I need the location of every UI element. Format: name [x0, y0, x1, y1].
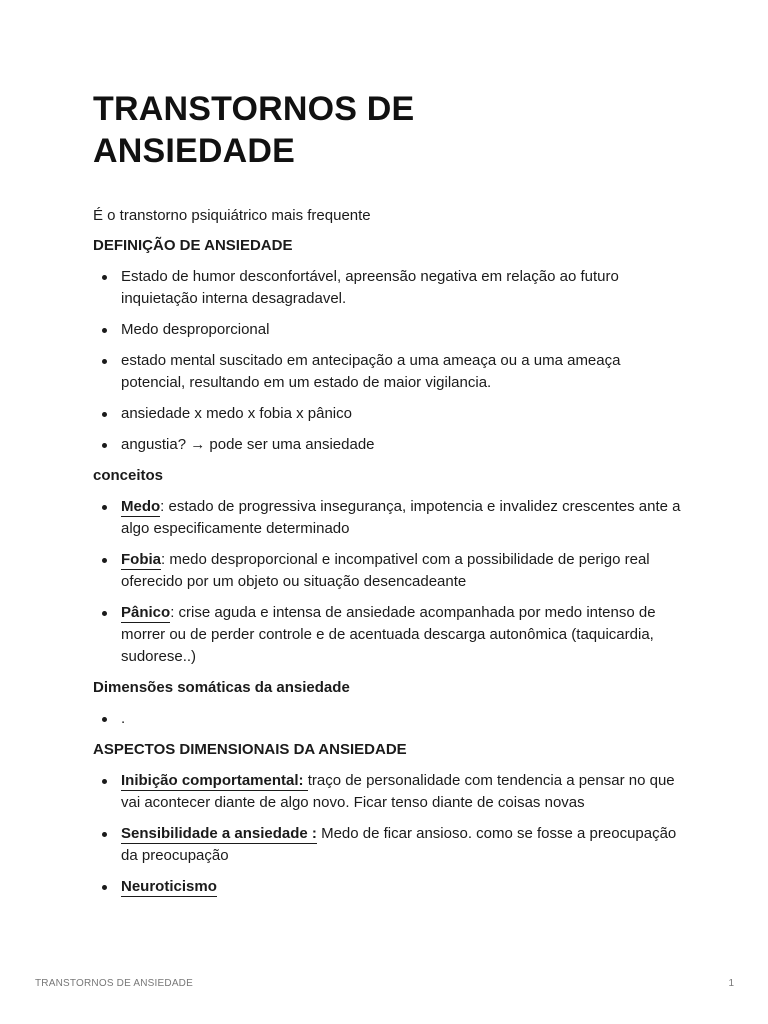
document-page [93, 88, 683, 907]
term-definition: : medo desproporcional e incompativel com a possibilidade de perigo real oferecido por um objeto ou situação desencadeante [121, 551, 650, 590]
list-item-text: . [121, 710, 126, 727]
bullet-icon [102, 328, 107, 333]
list-item [93, 319, 683, 341]
list-item [93, 266, 683, 310]
term-label: Neuroticismo [121, 878, 217, 895]
list-item [93, 770, 683, 814]
bullet-icon [102, 443, 107, 448]
bullet-icon [102, 412, 107, 417]
term-label: Sensibilidade a ansiedade : [121, 825, 317, 842]
intro-text: É o transtorno psiquiátrico mais frequente [93, 207, 371, 224]
list-conceitos [93, 496, 683, 668]
list-item-text: ansiedade x medo x fobia x pânico [121, 405, 352, 422]
bullet-icon [102, 611, 107, 616]
term-definition: traço de personalidade com tendencia a pensar no que vai acontecer diante de algo novo. Ficar tenso diante de coisas novas [121, 772, 675, 811]
list-item [93, 434, 683, 456]
list-item-text: Estado de humor desconfortável, apreensão negativa em relação ao futuro inquietação interna desagradavel. [121, 268, 619, 307]
bullet-icon [102, 717, 107, 722]
term-label: Inibição comportamental: [121, 772, 308, 789]
title-line-1: TRANSTORNOS DE [93, 90, 415, 128]
list-item [93, 602, 683, 668]
list-item [93, 496, 683, 540]
term-definition: : crise aguda e intensa de ansiedade acompanhada por medo intenso de morrer ou de perder controle e de acentuada descarga autonômica (taquicardia, sudorese..) [121, 604, 656, 665]
section-heading-conceitos: conceitos [93, 467, 164, 484]
term-label: Pânico [121, 604, 171, 621]
title-line-2: ANSIEDADE [93, 132, 296, 170]
list-item-text: Medo desproporcional [121, 321, 270, 338]
bullet-icon [102, 558, 107, 563]
list-dimensoes [93, 708, 683, 730]
section-heading-definicao: DEFINIÇÃO DE ANSIEDADE [93, 237, 293, 254]
list-item-text: estado mental suscitado em antecipação a uma ameaça ou a uma ameaça potencial, resultando em um estado de maior vigilancia. [121, 352, 621, 391]
list-item [93, 823, 683, 867]
list-item [93, 403, 683, 425]
section-heading-dimensoes: Dimensões somáticas da ansiedade [93, 679, 350, 696]
term-definition: : estado de progressiva insegurança, impotencia e invalidez crescentes ante a algo especificamente determinado [121, 498, 681, 537]
footer-document-label: TRANSTORNOS DE ANSIEDADE [35, 978, 193, 989]
list-definicao [93, 266, 683, 456]
term-label: Medo [121, 498, 161, 515]
page-title [93, 88, 683, 172]
list-item [93, 549, 683, 593]
list-aspectos [93, 770, 683, 898]
bullet-icon [102, 505, 107, 510]
section-heading-aspectos: ASPECTOS DIMENSIONAIS DA ANSIEDADE [93, 741, 407, 758]
list-item [93, 350, 683, 394]
list-item [93, 876, 683, 898]
bullet-icon [102, 275, 107, 280]
bullet-icon [102, 779, 107, 784]
bullet-icon [102, 885, 107, 890]
footer-page-number: 1 [728, 978, 734, 989]
bullet-icon [102, 359, 107, 364]
list-item [93, 708, 683, 730]
bullet-icon [102, 832, 107, 837]
term-label: Fobia [121, 551, 161, 568]
list-item-text: angustia? → pode ser uma ansiedade [121, 436, 375, 453]
term-definition: Medo de ficar ansioso. como se fosse a preocupação da preocupação [121, 825, 677, 864]
